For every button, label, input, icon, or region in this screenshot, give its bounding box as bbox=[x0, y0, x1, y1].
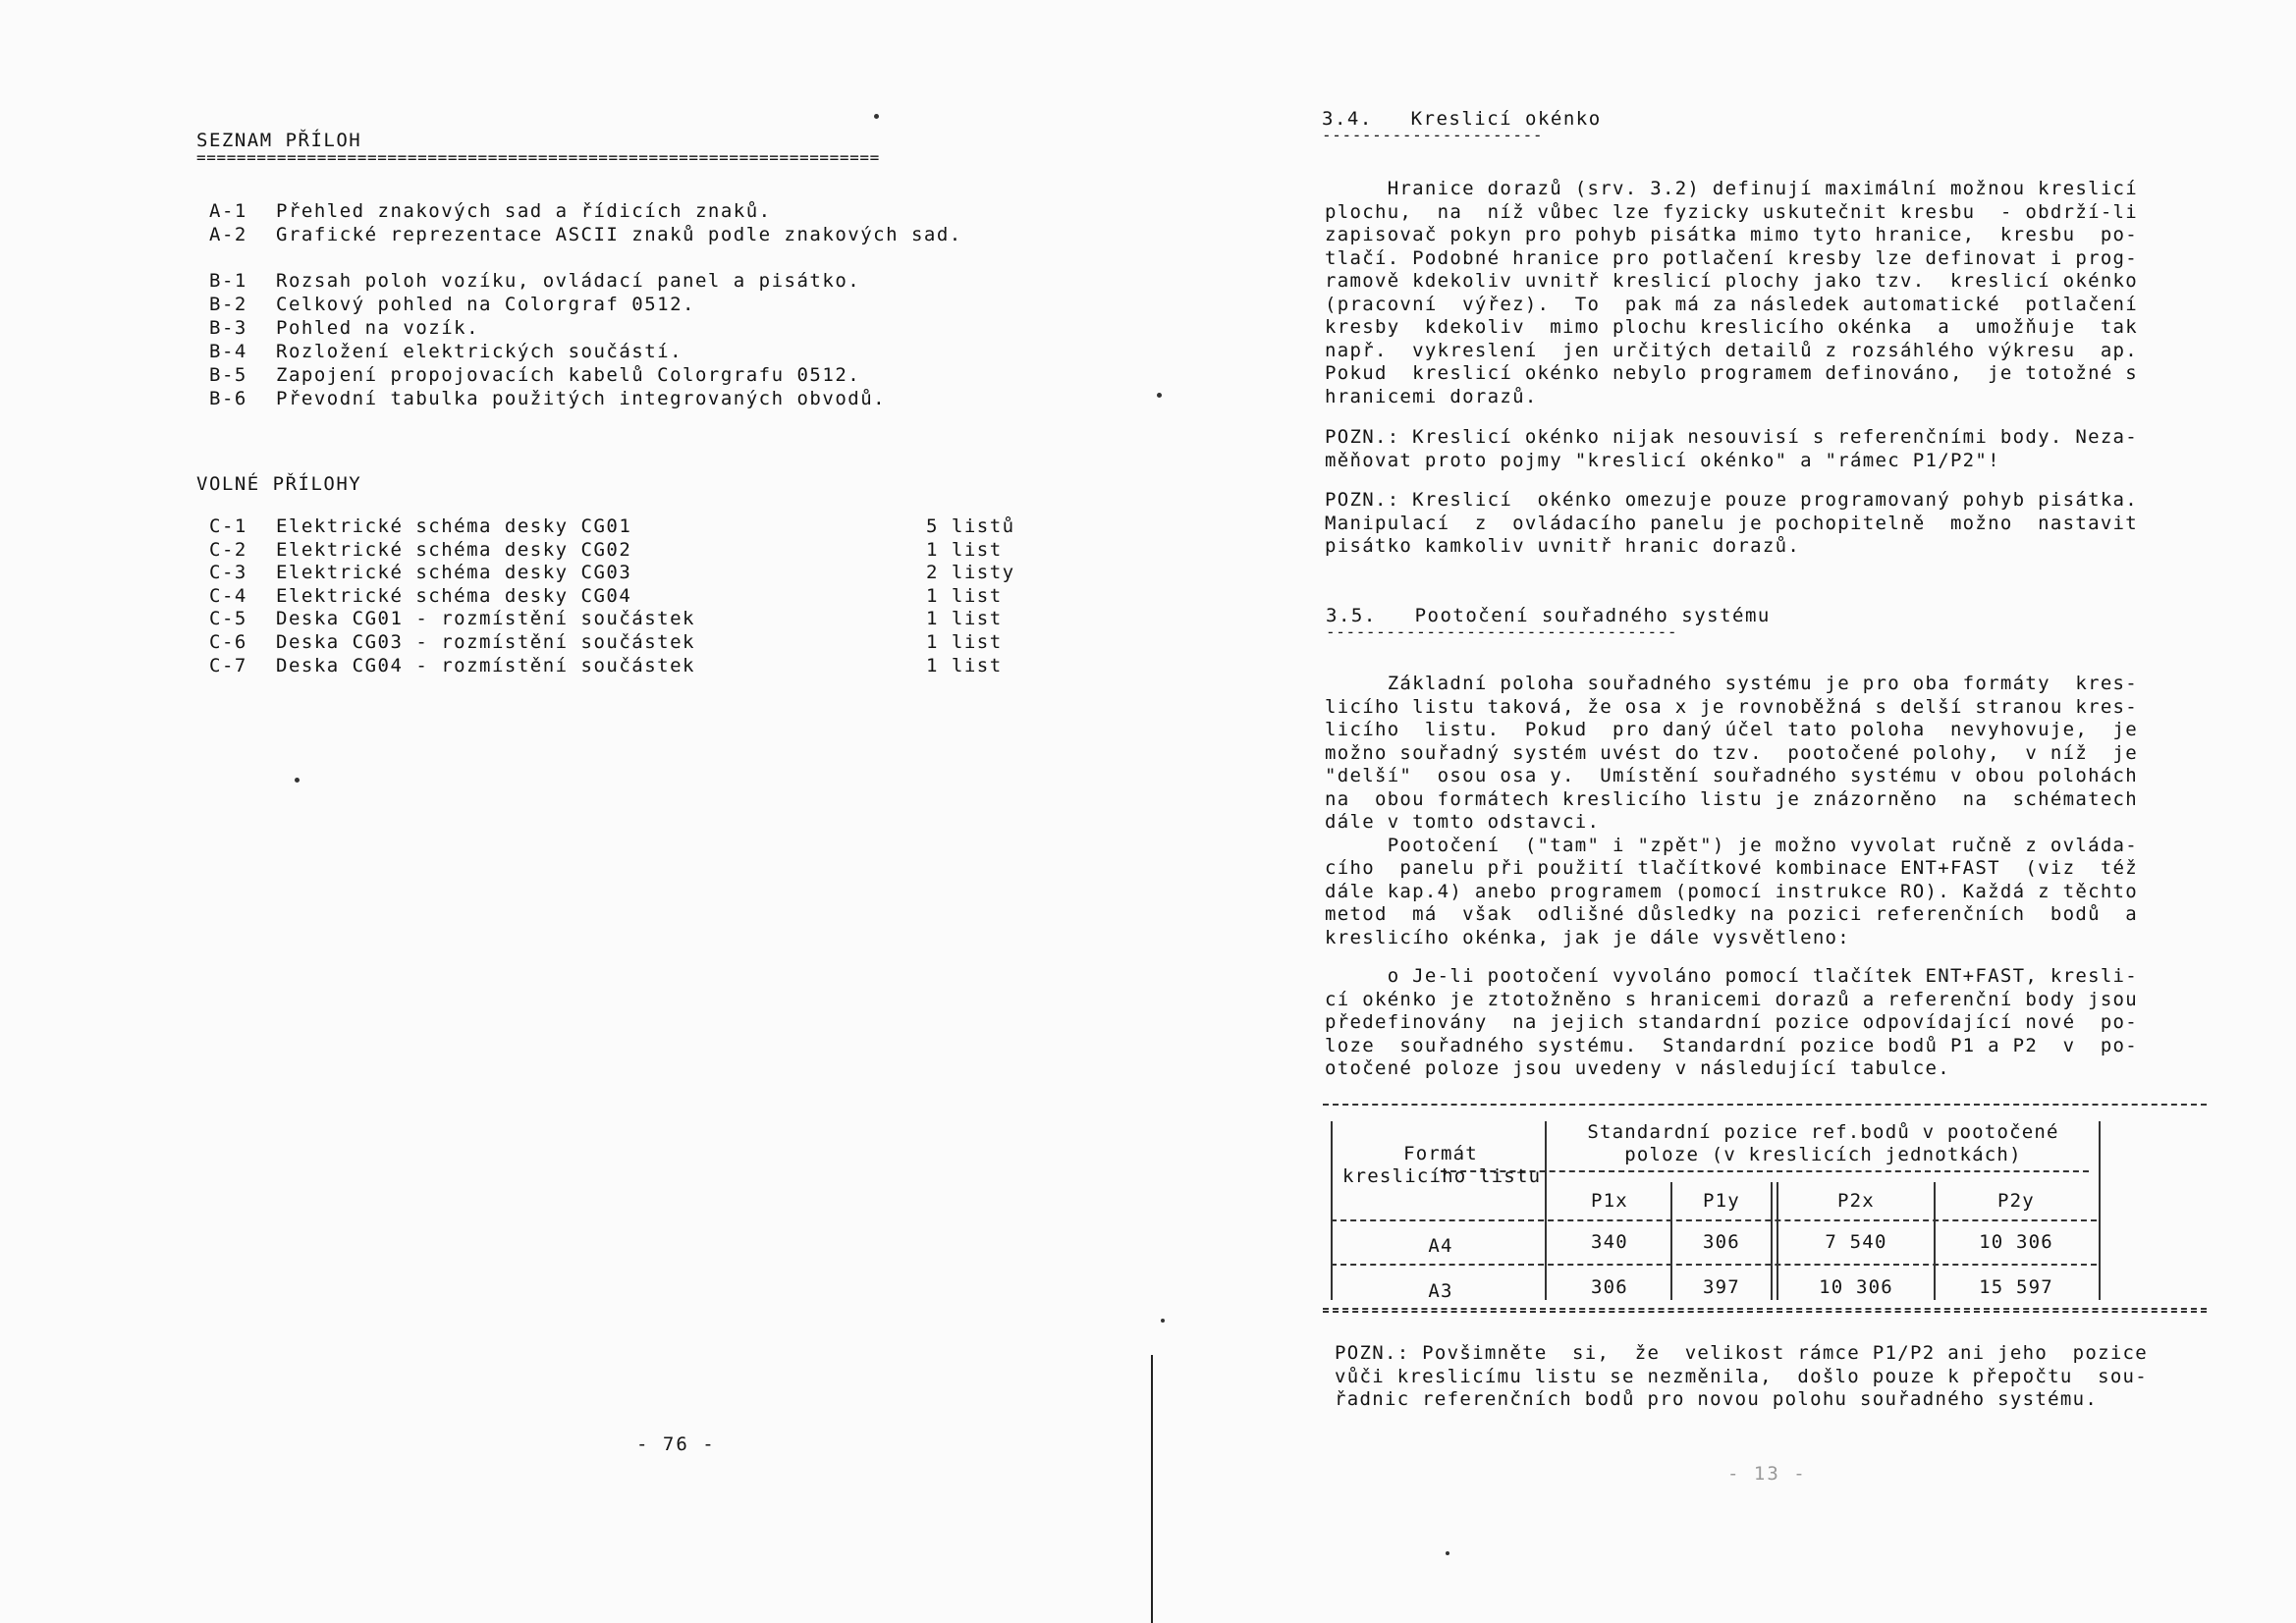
scan-speck bbox=[1161, 1319, 1165, 1323]
row-a3-format: A3 bbox=[1428, 1280, 1453, 1302]
row-a4-p2y: 10 306 bbox=[1979, 1231, 2053, 1253]
appendix-title: Elektrické schéma desky CG03 bbox=[276, 562, 632, 584]
appendix-code: B-2 bbox=[209, 294, 247, 315]
appendix-code: B-6 bbox=[209, 388, 247, 409]
row-a4-p2x: 7 540 bbox=[1825, 1231, 1887, 1253]
appendix-title: Převodní tabulka použitých integrovaných obvodů. bbox=[276, 388, 887, 409]
appendix-title: Zapojení propojovacích kabelů Colorgrafu 0512. bbox=[276, 364, 861, 386]
appendix-title: Deska CG04 - rozmístění součástek bbox=[276, 654, 695, 676]
appendix-title: Elektrické schéma desky CG01 bbox=[276, 515, 632, 537]
header-format-sub: kreslicího listu bbox=[1342, 1165, 1542, 1187]
appendix-title: Grafické reprezentace ASCII znaků podle znakových sad. bbox=[276, 224, 962, 245]
appendix-sheet-count: 1 list bbox=[926, 584, 1003, 607]
appendix-sheet-count: 1 list bbox=[926, 631, 1003, 653]
section-3-4-underline: ---------------------- bbox=[1322, 128, 1544, 143]
row-a3-p1x: 306 bbox=[1591, 1276, 1628, 1298]
appendix-code: C-5 bbox=[209, 608, 247, 630]
appendix-code: C-1 bbox=[209, 515, 247, 537]
bullet-paragraph: o Je-li pootočení vyvoláno pomocí tlačítek ENT+FAST, kresli- cí okénko je ztotožněno s hranicemi dorazů a referenční body jsou předefinovány na jejich standardní pozice odpovídající nové po- loze souřadného systému. Standardní pozice bodů P1 a P2 v po- otočené poloze jsou uvedeny v následující tabulce. bbox=[1325, 965, 2139, 1079]
header-group-1: Standardní pozice ref.bodů v pootočené bbox=[1587, 1121, 2059, 1143]
appendix-sheet-count: 1 list bbox=[926, 608, 1003, 630]
header-p1y: P1y bbox=[1703, 1190, 1740, 1212]
section-3-4-title: 3.4. Kreslicí okénko bbox=[1322, 108, 1602, 130]
appendix-code: B-3 bbox=[209, 317, 247, 339]
appendix-code: B-5 bbox=[209, 364, 247, 386]
row-a3-p1y: 397 bbox=[1703, 1276, 1740, 1298]
header-format: Formát bbox=[1403, 1143, 1478, 1164]
appendix-code: A-2 bbox=[209, 224, 247, 245]
scan-speck bbox=[1446, 1551, 1449, 1555]
title-double-rule: ==================================================================== bbox=[196, 150, 880, 166]
row-a4-p1x: 340 bbox=[1591, 1231, 1628, 1253]
header-p2x: P2x bbox=[1837, 1190, 1875, 1212]
section-3-5-text: Základní poloha souřadného systému je pro oba formáty kres- licího listu taková, že osa x je rovnoběžná s delší stranou kres- licího listu. Pokud pro daný účel tato poloha nevyhovuje, je možno souřadný systém uvést do tzv. pootočené polohy, v níž je "delší" osou osa y. Umístění souřadného systému v obou polohách na obou formátech kreslicího listu je znázorněno na schématech dále v tomto odstavci. Pootočení ("tam" i "zpět") je možno vyvolat ručně z ovláda- cího panelu při použití tlačítkové kombinace ENT+FAST (viz též dále kap.4) anebo programem (pomocí instrukce RO). Každá z těchto metod má však odlišné důsledky na pozici referenčních bodů a kreslicího okénka, jak je dále vysvětleno: bbox=[1325, 673, 2139, 948]
appendix-code: C-3 bbox=[209, 562, 247, 584]
binding-fold-line bbox=[1151, 1355, 1153, 1623]
page-number-right: - 13 - bbox=[1727, 1463, 1807, 1485]
appendix-title: Celkový pohled na Colorgraf 0512. bbox=[276, 294, 695, 315]
row-a4-p1y: 306 bbox=[1703, 1231, 1740, 1253]
appendix-sheet-count: 1 list bbox=[926, 654, 1003, 676]
appendix-title: Pohled na vozík. bbox=[276, 317, 480, 339]
appendix-code: C-7 bbox=[209, 654, 247, 676]
free-appendices-title: VOLNÉ PŘÍLOHY bbox=[196, 473, 362, 495]
appendix-title: Přehled znakových sad a řídicích znaků. bbox=[276, 200, 772, 222]
scan-speck bbox=[874, 114, 879, 119]
page-number-left: - 76 - bbox=[636, 1434, 716, 1455]
appendix-list-title: SEZNAM PŘÍLOH bbox=[196, 130, 362, 151]
appendix-code: B-4 bbox=[209, 341, 247, 362]
header-group-2: poloze (v kreslicích jednotkách) bbox=[1624, 1144, 2022, 1165]
appendix-code: C-4 bbox=[209, 584, 247, 607]
appendix-title: Deska CG03 - rozmístění součástek bbox=[276, 631, 695, 653]
appendix-code: C-6 bbox=[209, 631, 247, 653]
header-p1x: P1x bbox=[1591, 1190, 1628, 1212]
note-frame-unchanged: POZN.: Povšimněte si, že velikost rámce P1/P2 ani jeho pozice vůči kreslicímu listu se nezměnila, došlo pouze k přepočtu sou- řadnic referenčních bodů pro novou polohu souřadného systému. bbox=[1335, 1342, 2149, 1410]
row-a3-p2x: 10 306 bbox=[1819, 1276, 1893, 1298]
appendix-sheet-count: 2 listy bbox=[926, 562, 1015, 584]
appendix-sheet-count: 1 list bbox=[926, 538, 1003, 561]
note-window-manual: POZN.: Kreslicí okénko omezuje pouze programovaný pohyb pisátka. Manipulací z ovládacího panelu je pochopitelně možno nastavit pisátko kamkoliv uvnitř hranic dorazů. bbox=[1325, 489, 2139, 557]
right-page bbox=[1148, 0, 2296, 1623]
appendix-title: Elektrické schéma desky CG02 bbox=[276, 538, 632, 561]
note-window-reference: POZN.: Kreslicí okénko nijak nesouvisí s referenčními body. Neza- měňovat proto pojmy "kreslicí okénko" a "rámec P1/P2"! bbox=[1325, 426, 2139, 471]
appendix-code: B-1 bbox=[209, 270, 247, 292]
section-3-5-title: 3.5. Pootočení souřadného systému bbox=[1326, 605, 1771, 626]
appendix-code: A-1 bbox=[209, 200, 247, 222]
appendix-title: Elektrické schéma desky CG04 bbox=[276, 584, 632, 607]
appendix-sheet-count: 5 listů bbox=[926, 515, 1015, 537]
scan-speck bbox=[295, 778, 300, 783]
row-a4-format: A4 bbox=[1428, 1235, 1453, 1257]
appendix-title: Rozložení elektrických součástí. bbox=[276, 341, 683, 362]
appendix-title: Deska CG01 - rozmístění součástek bbox=[276, 608, 695, 630]
reference-points-table bbox=[1323, 1104, 2209, 1312]
header-p2y: P2y bbox=[1997, 1190, 2035, 1212]
appendix-title: Rozsah poloh vozíku, ovládací panel a pisátko. bbox=[276, 270, 861, 292]
scan-speck bbox=[1157, 393, 1162, 398]
section-3-4-text: Hranice dorazů (srv. 3.2) definují maximální možnou kreslicí plochu, na níž vůbec lze fyzicky uskutečnit kresbu - obdrží-li zapisovač pokyn pro pohyb pisátka mimo tyto hranice, kresbu po- tlačí. Podobné hranice pro potlačení kresby lze definovat i prog- ramově kdekoliv uvnitř kreslicí plochy jako tzv. kreslicí okénko (pracovní výřez). To pak má za následek automatické potlačení kresby kdekoliv mimo plochu kreslicího okénka a umožňuje tak např. vykreslení jen určitých detailů z rozsáhlého výkresu ap. Pokud kreslicí okénko nebylo programem definováno, je totožné s hranicemi dorazů. bbox=[1325, 178, 2139, 407]
section-3-5-underline: ----------------------------------- bbox=[1326, 624, 1678, 640]
appendix-code: C-2 bbox=[209, 538, 247, 561]
row-a3-p2y: 15 597 bbox=[1979, 1276, 2053, 1298]
